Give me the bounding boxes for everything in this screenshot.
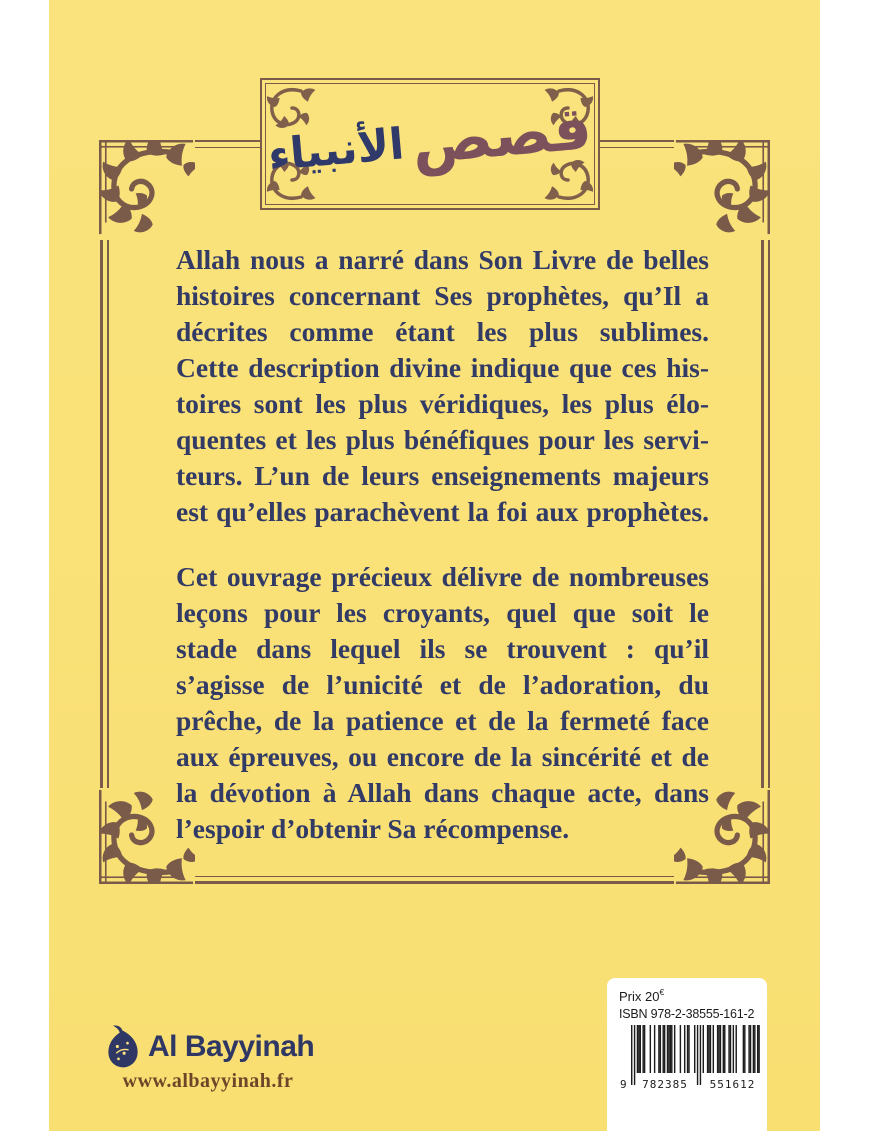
text-line: teurs. L’un de leurs enseignements majeurs [176, 460, 709, 491]
barcode-digit-lead: 9 [620, 1078, 627, 1091]
price-label: Prix 20€ [619, 987, 665, 1004]
text-line: histoires concernant Ses prophètes, qu’Il a [176, 280, 709, 311]
text-line: la dévotion à Allah dans chaque acte, dans [176, 777, 709, 808]
price-barcode-label [607, 978, 767, 1131]
side-rule-right [761, 240, 770, 788]
bottom-rule [195, 876, 674, 884]
text-line: Cette description divine indique que ces his- [176, 352, 709, 383]
euro-sign: € [659, 987, 665, 997]
text-line: Allah nous a narré dans Son Livre de belles [176, 244, 709, 275]
top-rule-left-connector [195, 140, 260, 148]
text-line: toires sont les plus véridiques, les plus élo- [176, 388, 709, 419]
side-rule-left [100, 240, 109, 788]
arabic-title-main-word: قصص [408, 93, 595, 179]
book-cover [49, 0, 820, 1131]
barcode-digits [620, 1078, 767, 1091]
publisher-website: www.albayyinah.fr [122, 1070, 294, 1092]
top-rule-right-connector [600, 140, 674, 148]
text-line: stade dans lequel ils se trouvent : qu’il [176, 633, 709, 664]
barcode [620, 1025, 767, 1091]
text-line: Cet ouvrage précieux délivre de nombreuses [176, 561, 709, 592]
paragraph [176, 559, 709, 847]
text-line: est qu’elles parachèvent la foi aux prophètes. [176, 496, 709, 527]
barcode-digit-group-2: 551612 [709, 1078, 756, 1091]
text-line: s’agisse de l’unicité et de l’adoration, du [176, 669, 709, 700]
back-cover-text [176, 242, 709, 876]
publisher-name: Al Bayyinah [148, 1029, 315, 1063]
isbn-label: ISBN 978-2-38555-161-2 [619, 1007, 755, 1021]
publisher-logo-block [105, 1024, 315, 1093]
text-line: l’espoir d’obtenir Sa récompense. [176, 813, 570, 844]
text-line: décrites comme étant les plus sublimes. [176, 316, 709, 347]
al-bayyinah-logo-icon [105, 1024, 141, 1069]
text-line: quentes et les plus bénéfiques pour les servi- [176, 424, 709, 455]
paragraph [176, 242, 709, 530]
text-line: prêche, de la patience et de la fermeté face [176, 705, 709, 736]
corner-ornament-top-left [99, 140, 195, 236]
text-line: aux épreuves, ou encore de la sincérité et de [176, 741, 709, 772]
barcode-digit-group-1: 782385 [642, 1078, 688, 1091]
title-frame [260, 78, 600, 210]
text-line: leçons pour les croyants, quel que soit le [176, 597, 709, 628]
arabic-title-secondary-word: الأنبياء [266, 118, 406, 181]
corner-ornament-top-right [674, 140, 770, 236]
